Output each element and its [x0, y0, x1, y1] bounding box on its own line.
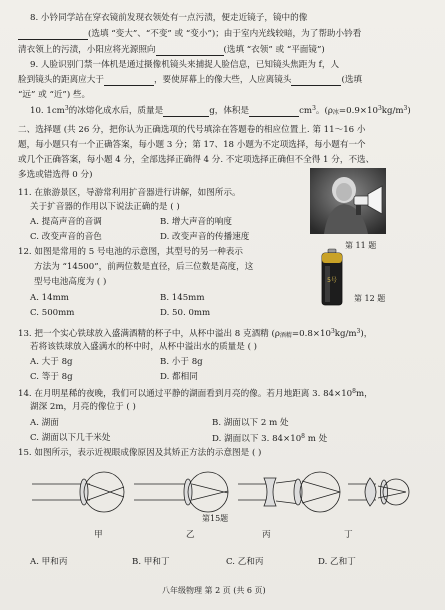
eye-label-yi: 乙	[186, 530, 195, 540]
eye-diagram-bing	[238, 472, 340, 512]
eye-label-jia: 甲	[94, 530, 103, 540]
q10-blank-2[interactable]	[249, 107, 299, 117]
q14-stem-1: 14. 在月明星稀的夜晚，我们可以通过平静的湖面看到月亮的像。若月地距离 3. $84\times 10^8m$，	[18, 388, 373, 399]
q13-option-c[interactable]: C. 等于 8g	[30, 372, 73, 382]
q8-line2: (选填 “变大”、“不变” 或 “变小”)；由于室内光线较暗，为了帮助小钤看	[18, 29, 361, 40]
eye-label-ding: 丁	[344, 530, 353, 540]
q14-option-d[interactable]: D. 湖面以下 3. $84\times 10^8$ m 处	[212, 433, 328, 444]
q15-figure-caption: 第15题	[202, 514, 229, 523]
eye-diagram-jia	[32, 472, 124, 512]
q9-blank-1[interactable]	[104, 76, 154, 86]
q15-stem: 15. 如图所示，表示近视眼成像原因及其矫正方法的示意图是 ( )	[18, 448, 262, 458]
q10-blank-1[interactable]	[163, 107, 209, 117]
q15-option-b[interactable]: B. 甲和丁	[132, 557, 170, 567]
q11-figure-caption: 第 11 题	[345, 241, 377, 250]
q9-line1: 9. 人脸识别门禁一体机是通过摄像机镜头来捕捉人脸信息，已知镜头焦距为 f，人	[30, 60, 340, 70]
q11-option-b[interactable]: B. 增大声音的响度	[160, 217, 232, 227]
q8-line1: 8. 小钤同学站在穿衣镜前发现衣领处有一点污渍，便走近镜子，镜中的像	[30, 13, 308, 23]
q8-blank-2[interactable]	[156, 46, 224, 56]
q11-option-a[interactable]: A. 提高声音的音调	[30, 217, 102, 227]
q14-option-c[interactable]: C. 湖面以下几千米处	[30, 433, 111, 443]
q10-line: 10. $1cm^3$的冰熔化成水后，质量是 g，体积是 $cm^3$。(ρ冰$=0.9\times 10^3kg/m^3$)	[30, 105, 411, 116]
page-footer: 八年级物理 第 2 页 (共 6 页)	[162, 586, 266, 595]
section2-line3: 或几个正确答案，每小题 4 分，全部选择正确得 4 分. 不定项选择正确但不全得 1 分，不选、	[18, 155, 375, 165]
section2-line4: 多选或错选得 0 分)	[18, 170, 93, 180]
q12-stem-2: 方法为 “14500”，前两位数是直径，后三位数是高度，这	[34, 262, 254, 272]
q13-option-b[interactable]: B. 小于 8g	[160, 357, 203, 367]
q11-option-d[interactable]: D. 改变声音的传播速度	[160, 232, 250, 242]
q9-line3: “远” 或 “近”) 些。	[18, 90, 91, 100]
q13-stem-1: 13. 把一个实心铁球放入盛满酒精的杯子中，从杯中溢出 8 克酒精 (ρ酒精$=0.8\times 10^3kg/m^3$)，	[18, 328, 373, 339]
eye-diagram-ding	[348, 478, 409, 506]
section2-line1: 二、选择题 (共 26 分，把你认为正确选项的代号填涂在答题卷的相应位置上. 第 11～16 小	[18, 125, 366, 135]
q15-option-c[interactable]: C. 乙和丙	[226, 557, 264, 567]
q12-stem-3: 型号电池高度为 ( )	[34, 277, 107, 287]
tour-guide-megaphone-photo	[310, 168, 386, 234]
q14-stem-2: 湖深 2m，月亮的像位于 ( )	[30, 402, 136, 412]
q12-stem-1: 12. 如图是常用的 5 号电池的示意图，其型号的另一种表示	[18, 247, 243, 257]
q8-line3: 清衣领上的污渍，小阳应将光源照向 (选填 “衣领” 或 “平面镜”)	[18, 45, 325, 55]
q13-option-d[interactable]: D. 都相同	[160, 372, 198, 382]
section2-line2: 题，每小题只有一个正确答案，每小题 3 分；第 17、18 小题为不定项选择，每小题有一个	[18, 140, 366, 150]
q15-option-a[interactable]: A. 甲和丙	[30, 557, 68, 567]
q12-option-a[interactable]: A. 14mm	[30, 293, 69, 303]
q14-option-b[interactable]: B. 湖面以下 2 m 处	[212, 418, 289, 428]
q11-stem-1: 11. 在旅游景区，导游常利用扩音器进行讲解，如图所示。	[18, 188, 241, 198]
battery-label-text: 5号	[327, 277, 337, 284]
aa-battery-illustration	[320, 248, 344, 308]
q12-option-d[interactable]: D. 50. 0mm	[160, 308, 211, 318]
q12-option-b[interactable]: B. 145mm	[160, 293, 205, 303]
q13-stem-2: 若将该铁球放入盛满水的杯中时，从杯中溢出水的质量是 ( )	[30, 342, 258, 352]
eye-diagrams	[30, 466, 410, 518]
q12-figure-caption: 第 12 题	[354, 294, 386, 303]
q13-option-a[interactable]: A. 大于 8g	[30, 357, 73, 367]
eye-label-bing: 丙	[262, 530, 271, 540]
q9-line2: 脸到镜头的距离应大于 ，要使屏幕上的像大些，人应离镜头 (选填	[18, 75, 363, 85]
q14-option-a[interactable]: A. 湖面	[30, 418, 59, 428]
q9-blank-2[interactable]	[291, 76, 341, 86]
q11-option-c[interactable]: C. 改变声音的音色	[30, 232, 102, 242]
q11-stem-2: 关于扩音器的作用以下说法正确的是 ( )	[30, 202, 180, 212]
q15-option-d[interactable]: D. 乙和丁	[318, 557, 356, 567]
q12-option-c[interactable]: C. 500mm	[30, 308, 75, 318]
eye-diagram-yi	[134, 472, 228, 512]
q8-blank-1[interactable]	[18, 30, 88, 40]
